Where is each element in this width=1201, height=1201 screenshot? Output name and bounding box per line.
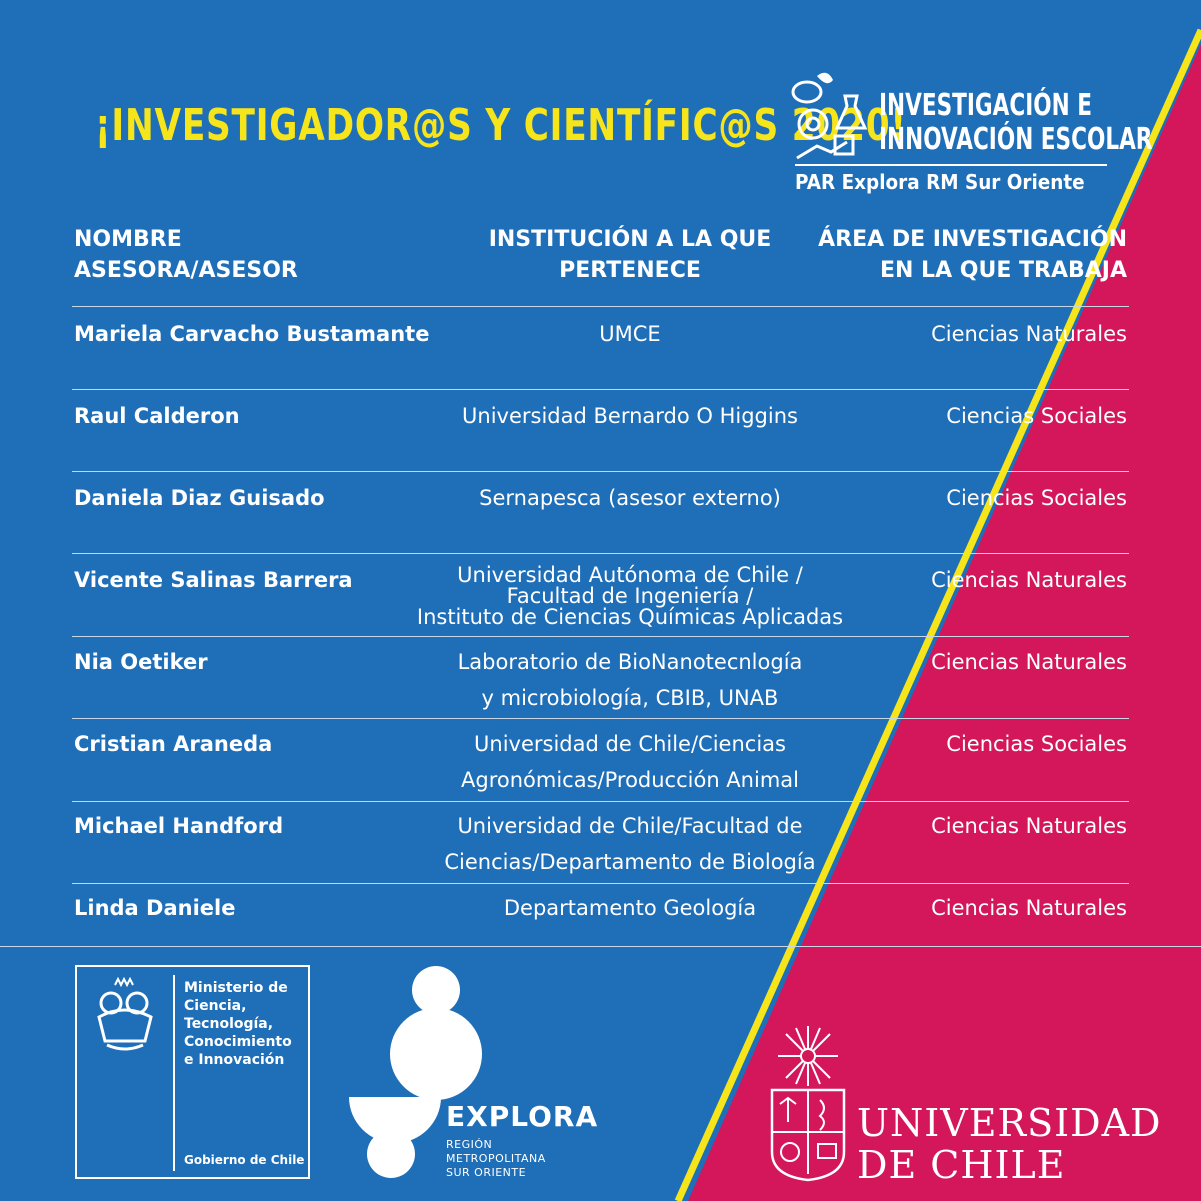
row-area: Ciencias Naturales (931, 568, 1127, 592)
divider (72, 636, 1129, 637)
header-name-line-1: NOMBRE (74, 227, 182, 252)
row-area: Ciencias Sociales (946, 486, 1127, 510)
row-institution-line: Universidad de Chile/Ciencias (474, 732, 786, 756)
divider (173, 975, 175, 1171)
divider (795, 164, 1107, 166)
row-area: Ciencias Naturales (931, 896, 1127, 920)
row-institution-line: Sernapesca (asesor externo) (479, 486, 781, 510)
divider (72, 306, 1129, 307)
university-name-line: UNIVERSIDAD (857, 1101, 1162, 1145)
header-name (74, 224, 298, 286)
explora-region (446, 1138, 546, 1180)
row-name: Michael Handford (74, 814, 284, 838)
row-institution (330, 324, 930, 345)
coat-of-arms-icon (81, 977, 171, 1057)
ministry-line: Tecnología, (184, 1016, 274, 1032)
ministry-line: Ciencia, (184, 998, 247, 1014)
row-area: Ciencias Naturales (931, 322, 1127, 346)
row-institution-line: Laboratorio de BioNanotecnlogía (457, 650, 803, 674)
divider (0, 946, 1201, 947)
explora-region-line: REGIÓN (446, 1138, 493, 1151)
row-institution-line: Universidad Autónoma de Chile / (457, 563, 803, 587)
divider (72, 553, 1129, 554)
header-area-line-2: EN LA QUE TRABAJA (879, 258, 1127, 283)
row-area: Ciencias Sociales (946, 404, 1127, 428)
row-institution-line: Agronómicas/Producción Animal (461, 768, 799, 792)
divider (72, 883, 1129, 884)
row-institution-line: Universidad de Chile/Facultad de (457, 814, 803, 838)
header-institution-line-2: PERTENECE (559, 258, 701, 283)
row-area: Ciencias Sociales (946, 732, 1127, 756)
row-institution (330, 565, 930, 628)
header-area-line-1: ÁREA DE INVESTIGACIÓN (818, 227, 1127, 252)
ministry-name (184, 979, 292, 1069)
brand-subtitle: PAR Explora RM Sur Oriente (795, 170, 1085, 194)
row-institution (330, 488, 930, 509)
row-institution-line: Ciencias/Departamento de Biología (444, 850, 816, 874)
brand-line-1: INVESTIGACIÓN E (879, 88, 1092, 123)
row-name: Vicente Salinas Barrera (74, 568, 353, 592)
row-institution-line: y microbiología, CBIB, UNAB (481, 686, 779, 710)
brand-logo (787, 66, 1153, 196)
row-name: Raul Calderon (74, 404, 240, 428)
ministry-line: Ministerio de (184, 980, 288, 996)
ministry-logo (75, 965, 310, 1179)
row-institution-line: Instituto de Ciencias Químicas Aplicadas (416, 605, 844, 629)
row-institution (330, 898, 930, 919)
row-name: Cristian Araneda (74, 732, 273, 756)
brand-line-2: INNOVACIÓN ESCOLAR (879, 122, 1153, 157)
row-name: Daniela Diaz Guisado (74, 486, 325, 510)
header-institution-line-1: INSTITUCIÓN A LA QUE (488, 227, 772, 252)
divider (72, 389, 1129, 390)
explora-name: EXPLORA (446, 1100, 599, 1133)
row-institution (330, 808, 930, 880)
row-institution (330, 644, 930, 716)
divider (72, 801, 1129, 802)
divider (72, 471, 1129, 472)
university-name (857, 1102, 1162, 1186)
science-icon (787, 66, 877, 162)
row-area: Ciencias Naturales (931, 650, 1127, 674)
ministry-line: e Innovación (184, 1052, 285, 1068)
row-name: Mariela Carvacho Bustamante (74, 322, 430, 346)
row-area: Ciencias Naturales (931, 814, 1127, 838)
row-institution-line: Facultad de Ingeniería / (506, 584, 754, 608)
government-label: Gobierno de Chile (184, 1153, 305, 1167)
header-area (818, 224, 1127, 286)
explora-region-line: SUR ORIENTE (446, 1166, 527, 1179)
university-crest-icon (768, 1024, 848, 1184)
row-institution-line: UMCE (599, 322, 661, 346)
row-institution (330, 406, 930, 427)
header-name-line-2: ASESORA/ASESOR (74, 258, 298, 283)
university-name-line: DE CHILE (857, 1143, 1066, 1187)
row-institution-line: Universidad Bernardo O Higgins (462, 404, 798, 428)
page-title: ¡INVESTIGADOR@S Y CIENTÍFIC@S 2020! (95, 100, 907, 151)
header-institution (430, 224, 830, 286)
explora-region-line: METROPOLITANA (446, 1152, 546, 1165)
ministry-line: Conocimiento (184, 1034, 292, 1050)
row-name: Nia Oetiker (74, 650, 208, 674)
row-institution-line: Departamento Geología (503, 896, 757, 920)
divider (72, 718, 1129, 719)
row-institution (330, 726, 930, 798)
row-name: Linda Daniele (74, 896, 236, 920)
